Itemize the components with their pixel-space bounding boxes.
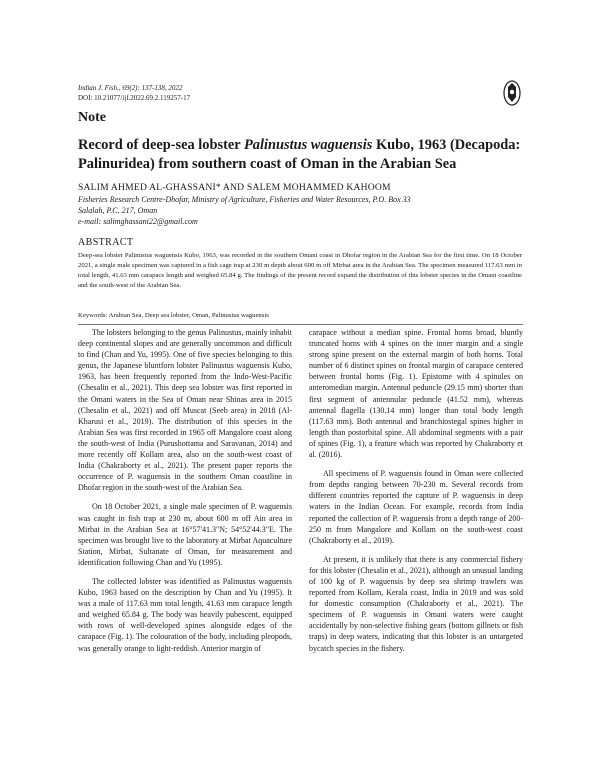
title-part-1: Record of deep-sea lobster — [78, 137, 244, 153]
author-list: SALIM AHMED AL-GHASSANI* AND SALEM MOHAMMED KAHOOM — [78, 182, 391, 193]
section-label: Note — [78, 110, 106, 125]
abstract-heading: ABSTRACT — [78, 237, 134, 248]
article-title — [78, 136, 523, 174]
body-column-right — [309, 327, 523, 662]
title-species: Palinustus waguensis — [244, 137, 373, 153]
body-paragraph: The collected lobster was identified as Palinustus waguensis Kubo, 1963 based on the description by Chan and Yu (1995). It was a male of 117.63 mm total length, 41.63 mm carapace length and weighed 65.84 g. The body was heavily pubescent, equipped with rows of well-developed spines alongside edges of the carapace (Fig. 1). The colouration of the body, including pleopods, was generally orange to light-reddish. Anterior margin of — [78, 576, 292, 653]
affiliation-line-2: Salalah, P.C. 217, Oman — [78, 206, 158, 215]
journal-citation: Indian J. Fish., 69(2): 137-138, 2022 — [78, 84, 183, 92]
affiliation — [78, 194, 518, 227]
body-paragraph: The lobsters belonging to the genus Palinustus, mainly inhabit deep continental slopes and are generally uncommon and difficult to find (Chan and Yu, 1995). One of five species belonging to this genus, the Japanese bluntforn lobster Palinustus waguensis Kubo, 1963, has been frequently reported from the Indo-West-Pacific (Chesalin et al., 2021). This deep sea lobster was first reported in the Omani waters in the Sea of Oman near Shinas area in 2015 (Chesalin et al., 2021) and off Muscat (Seeb area) in 2018 (Al-Kharusi et al., 2019). The distribution of this species in the Arabian Sea was first recorded in 1965 off Mangalore coast along the south-west of India (Purushottama and Saravanan, 2014) and more recently off Kollam area, also on the south-west coast of India (Chakraborty et al., 2021). The present paper reports the occurrence of P. waguensis in the southern Oman coastline in Dhofar region in the south-west of the Arabian Sea. — [78, 328, 292, 493]
body-column-left — [78, 327, 292, 662]
body-paragraph: On 18 October 2021, a single male specimen of P. waguensis was caught in fish trap at 230 m, about 600 m off Ain area in Mirbat in the Arabian Sea at 16°57'41.3"N; 54°52'44.3"E. The specimen was brought live to the laboratory at Mirbat Aquaculture Station, Mirbat, Sultanate of Oman, for measurement and identification following Chan and Yu (1995). — [78, 502, 292, 567]
body-paragraph: All specimens of P. waguensis found in Oman were collected from depths ranging between 70-230 m. Several records from different countries reported the capture of P. waguensis in deep waters in the Indian Ocean. For example, records from India reported the collection of P. waguensis from a depth range of 200-250 m from Mangalore and Kollam on the south-west coast (Chakraborty et al., 2019). — [309, 469, 523, 545]
title-part-2: Kubo, 1963 (Decapoda: Palinuridea) from southern coast of Oman in the Arabian Sea — [78, 137, 521, 172]
body-paragraph: At present, it is unlikely that there is any commercial fishery for this lobster (Chesalin et al., 2021), although an unusual landing of 100 kg of P. waguensis by deep sea shrimp trawlers was reported from Kollam, Kerala coast, India in 2019 and was sold for domestic consumption (Chakraborty et al., 2021). The specimens of P. waguensis in Omani waters were caught accidentally by non-selective fishing gears (bottom gillnets or fish traps) in deep waters, indicating that this lobster is an untargeted bycatch species in the fishery. — [309, 554, 523, 653]
email-line: e-mail: salimghassani22@gmail.com — [78, 217, 198, 226]
abstract-text: Deep-sea lobster Palinustus waguensis Kubo, 1963, was recorded in the southern Omani coast in Dhofar region in the Arabian Sea for the first time. On 18 October 2021, a single male specimen was captured in a fish cage trap at 230 m depth about 600 m off Mirbat area in the Arabian Sea. The specimen measured 117.63 mm in total length, 41.63 mm carapace length and weighed 65.84 g. The findings of the present record expand the distribution of this lobster species in the Omani coastline and the south-west of the Arabian Sea. — [78, 252, 522, 290]
section-divider — [78, 324, 523, 325]
doi-line: DOI: 10.21077/ijf.2022.69.2.119257-17 — [78, 94, 191, 102]
affiliation-line-1: Fisheries Research Centre-Dhofar, Ministry of Agriculture, Fisheries and Water Resources, P.O. Box 33 — [78, 195, 411, 204]
keywords-line: Keywords: Arabian Sea, Deep sea lobster, Oman, Palinustus waguensis — [78, 312, 269, 319]
body-paragraph: carapace without a median spine. Frontal horns broad, bluntly truncated horns with 4 spines on the inner margin and a single strong spine present on the external margin of both horns. Total number of 6 distinct spines on frontal margin of carapace centered between frontal horns (Fig. 1). Epistome with 4 spinules on anteromedian margin. Antennal peduncle (29.15 mm) shorter than first segment of antennular peduncle (41.52 mm), whereas antennal flagella (130.14 mm) longer than total body length (117.63 mm). Both antennal and branchiostegal spines higher in length than postorbital spine. All abdominal segments with a pair of spines (Fig. 1), a feature which was reported by Chakraborty et al. (2016). — [309, 328, 523, 460]
icar-emblem-icon — [503, 80, 521, 106]
